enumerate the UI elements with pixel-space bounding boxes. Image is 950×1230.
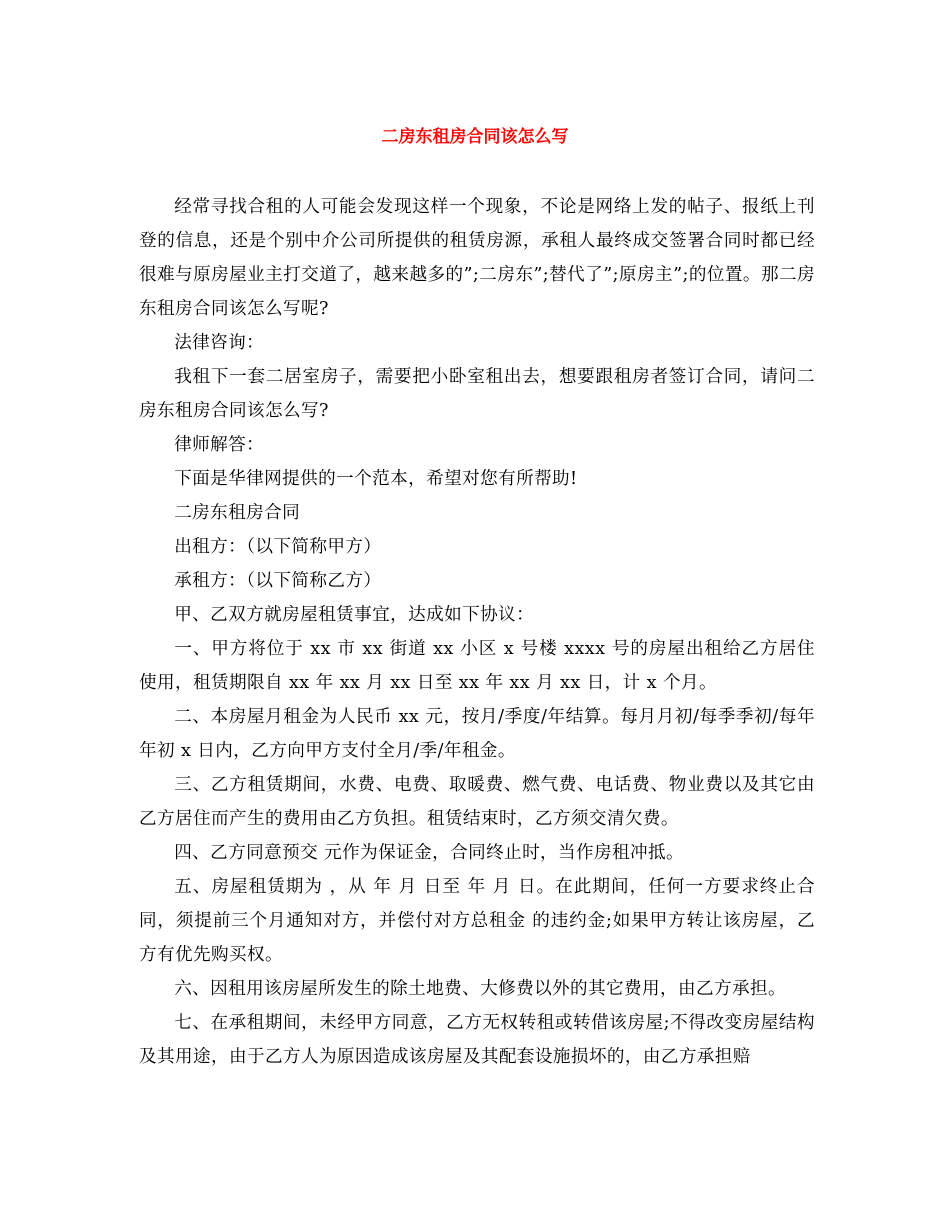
paragraph-clause-6: 六、因租用该房屋所发生的除土地费、大修费以外的其它费用，由乙方承担。 (174, 979, 786, 999)
paragraph-lessor: 出租方：（以下简称甲方） (174, 537, 382, 557)
paragraph-lawyer-heading: 律师解答： (174, 435, 265, 455)
paragraph-clause-5: 五、房屋租赁期为 ，从 年 月 日至 年 月 日。在此期间，任何一方要求终止合同，须提前三个月通知对方，并偿付对方总租金 的违约金;如果甲方转让该房屋，乙方有优先购买权。 (139, 877, 815, 965)
paragraph-clause-3: 三、乙方租赁期间，水费、电费、取暖费、燃气费、电话费、物业费以及其它由乙方居住而产生的费用由乙方负担。租赁结束时，乙方须交清欠费。 (139, 775, 815, 829)
paragraph-consult-question: 我租下一套二居室房子，需要把小卧室租出去，想要跟租房者签订合同，请问二房东租房合同该怎么写? (139, 367, 815, 421)
paragraph-lessee: 承租方：（以下简称乙方） (174, 571, 382, 591)
paragraph-intro: 经常寻找合租的人可能会发现这样一个现象，不论是网络上发的帖子、报纸上刊登的信息，还是个别中介公司所提供的租赁房源，承租人最终成交签署合同时都已经很难与原房屋业主打交道了，越来越多的”;二房东”;替代了”;原房主”;的位置。那二房东租房合同该怎么写呢? (139, 197, 815, 319)
document-body (139, 190, 815, 1074)
paragraph-consult-heading: 法律咨询： (174, 333, 265, 353)
paragraph-clause-1: 一、甲方将位于 xx 市 xx 街道 xx 小区 x 号楼 xxxx 号的房屋出租给乙方居住使用，租赁期限自 xx 年 xx 月 xx 日至 xx 年 xx 月 xx 日，计 x 个月。 (139, 639, 815, 693)
paragraph-clause-4: 四、乙方同意预交 元作为保证金，合同终止时，当作房租冲抵。 (174, 843, 685, 863)
paragraph-agreement-intro: 甲、乙双方就房屋租赁事宜，达成如下协议： (174, 605, 535, 625)
paragraph-clause-7: 七、在承租期间，未经甲方同意，乙方无权转租或转借该房屋;不得改变房屋结构及其用途，由于乙方人为原因造成该房屋及其配套设施损坏的，由乙方承担赔 (139, 1013, 815, 1067)
document-title: 二房东租房合同该怎么写 (381, 127, 569, 147)
paragraph-lawyer-answer: 下面是华律网提供的一个范本，希望对您有所帮助! (174, 469, 578, 489)
paragraph-clause-2: 二、本房屋月租金为人民币 xx 元，按月/季度/年结算。每月月初/每季季初/每年年初 x 日内，乙方向甲方支付全月/季/年租金。 (139, 707, 815, 761)
paragraph-contract-title: 二房东租房合同 (174, 503, 301, 523)
